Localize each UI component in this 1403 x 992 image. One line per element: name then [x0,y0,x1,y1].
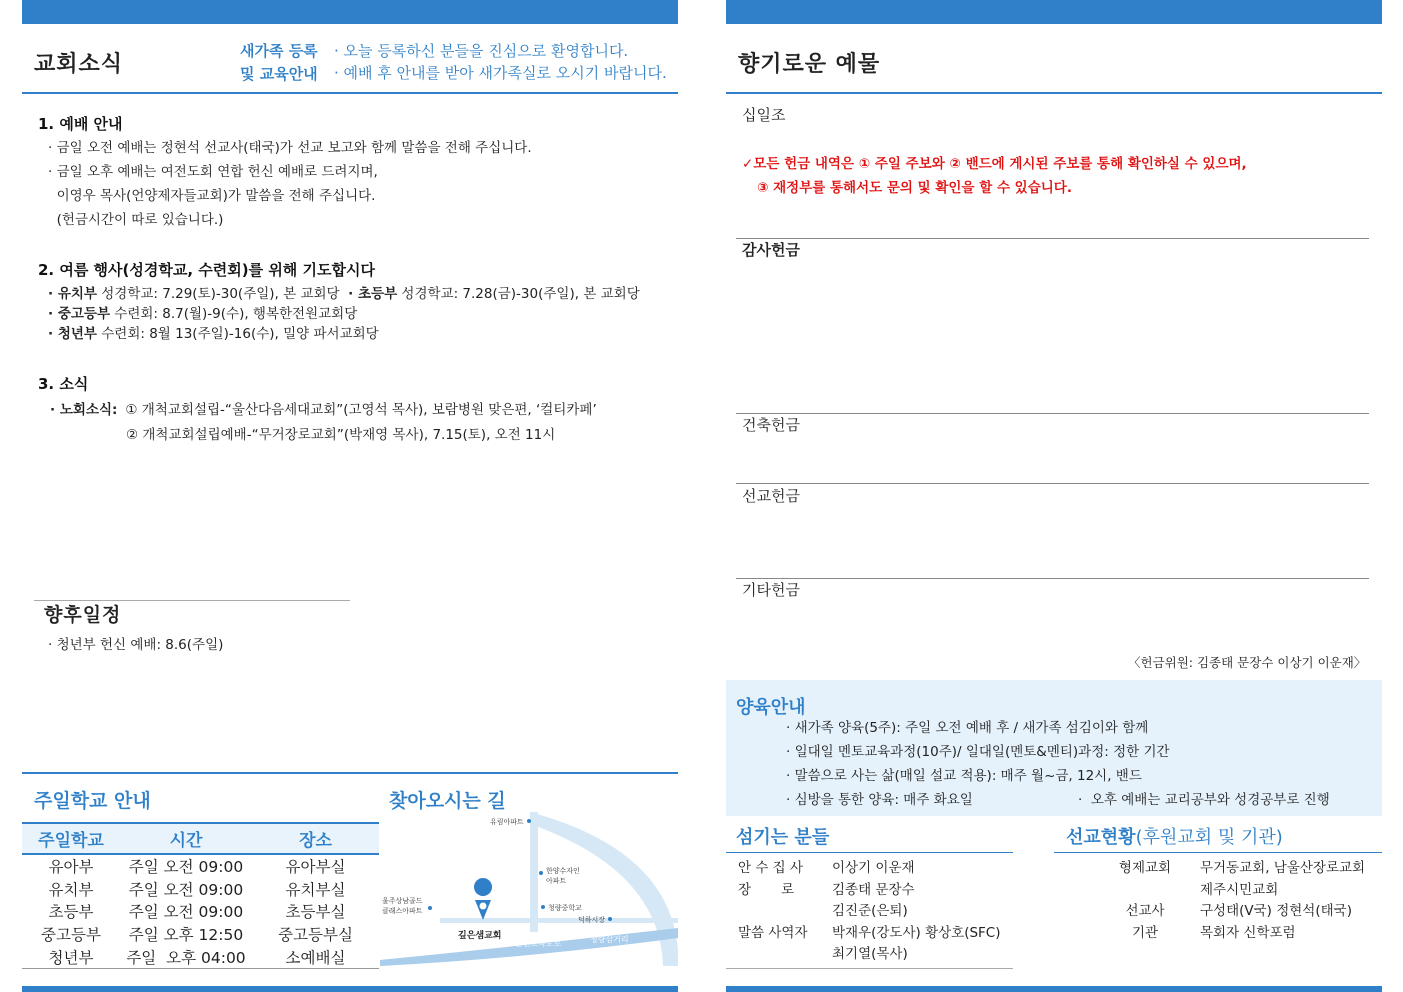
summer-line [48,304,640,324]
map-label-church: 깊은샘교회 [458,931,502,941]
table-row [22,945,379,968]
right-top-bar [726,0,1382,24]
offering-notice-1: ✓모든 헌금 내역은 ① 주일 주보와 ② 밴드에 게시된 주보를 통해 확인하실 수 있으며, [742,156,1247,172]
server-names: 최기열(목사) [832,946,908,962]
dept-label: · 초등부 [348,286,398,302]
other-offering-label: 기타헌금 [742,581,800,599]
dept-detail: 성경학교: 7.29(토)-30(주일), 본 교회당 [96,286,349,302]
nurture-title: 양육안내 [736,697,806,718]
upcoming-title: 향후일정 [44,604,122,626]
summer-line [48,324,640,344]
map-label-school: 청량중학교 [548,904,582,912]
server-row [738,880,1001,902]
missions-rule [1054,852,1382,853]
offering-notice-2: ③ 재정부를 통해서도 문의 및 확인을 할 수 있습니다. [757,180,1072,196]
servers-rule [726,852,1013,853]
servers-list [738,858,1001,966]
worship-line: · 금일 오전 예배는 정현석 선교사(태국)가 선교 보고와 함께 말씀을 전해 주십니다. [48,140,532,156]
section-summer-body [48,284,640,344]
server-row [738,944,1001,966]
mission-row [1090,901,1365,923]
mission-row [1090,858,1365,880]
section-news-heading: 3. 소식 [38,375,89,393]
newcomer-label-2: 및 교육안내 [240,65,318,83]
upcoming-line: · 청년부 헌신 예배: 8.6(주일) [48,637,224,653]
cell: 중고등부실 [278,926,353,945]
missions-title-sub: (후원교회 및 기관) [1135,827,1283,848]
server-row [738,901,1001,923]
missions-title-main: 선교현황 [1066,827,1136,848]
presbytery-news-line-1 [50,398,597,422]
mission-key: 형제교회 [1118,860,1172,876]
worship-line: · 금일 오후 예배는 여전도회 연합 헌신 예배로 드려지며, [48,164,378,180]
dept-detail: 수련회: 8.7(월)-9(수), 행복한전원교회당 [110,306,358,322]
map-label-apt1: 유림아파트 [490,818,524,826]
left-title-rule [22,92,678,94]
worship-line: 이영우 목사(언양제자들교회)가 말씀을 전해 주십니다. [48,188,376,204]
dept-label: · 청년부 [48,326,97,342]
mission-value: 목회자 신학포럼 [1200,924,1296,941]
table-header-row [22,823,379,854]
map-road-vertical [530,812,538,932]
sunday-school-table [22,822,379,969]
left-bottom-rule [22,772,678,774]
col-header-place: 장소 [252,823,379,854]
mission-value: 제주시민교회 [1200,881,1279,898]
col-header-dept: 주일학교 [22,823,120,854]
offering-committee: 〈헌금위원: 김종태 문장수 이상기 이운재〉 [1128,655,1367,670]
server-role: 말씀 사역자 [738,924,808,941]
servers-bottom-rule [726,968,1013,969]
cell: 유아부실 [285,858,346,877]
worship-line: (헌금시간이 따로 있습니다.) [48,212,224,228]
servers-title: 섬기는 분들 [736,827,830,848]
presbytery-label: · 노회소식: [50,402,118,418]
cell: 초등부 [48,903,94,922]
server-role: 안 수 집 사 [738,860,804,876]
nurture-item: · 말씀으로 사는 삶(매일 설교 적용): 매주 월~금, 12시, 밴드 [786,768,1142,784]
newcomer-line-1: · 오늘 등록하신 분들을 진심으로 환영합니다. [334,42,629,60]
server-row [738,858,1001,880]
cell: 유치부 [48,880,94,899]
mission-row [1090,923,1365,945]
sunday-school-title: 주일학교 안내 [34,790,151,812]
server-names: 이상기 이운재 [832,860,915,876]
tithe-label: 십일조 [742,106,786,124]
directions-title: 찾아오시는 길 [389,790,506,812]
left-top-bar [22,0,678,24]
mission-offering-label: 선교헌금 [742,487,800,505]
table-row [22,878,379,901]
rule-mission [736,483,1369,484]
dept-detail: 성경학교: 7.28(금)-30(주일), 본 교회당 [397,286,640,302]
building-offering-label: 건축헌금 [742,416,800,434]
missions-list [1090,858,1365,944]
server-names: 김진준(은퇴) [832,903,908,919]
cell: 주일 오전 09:00 [128,903,244,922]
nurture-item: · 새가족 양육(5주): 주일 오전 예배 후 / 새가족 섬김이와 함께 [786,720,1149,736]
cell: 초등부실 [285,903,346,922]
newcomer-label-1: 새가족 등록 [240,42,318,60]
col-header-time: 시간 [120,823,252,854]
mission-value: 무거동교회, 남울산장로교회 [1200,860,1366,876]
page-title-news: 교회소식 [34,52,124,77]
presbytery-item: ① 개척교회설립-“울산다음세대교회”(고영석 목사), 보람병원 맞은편, ‘컬티카페’ [125,402,597,418]
table-row [22,923,379,946]
table-row [22,900,379,923]
cell: 청년부 [48,948,94,967]
section-worship-body [48,136,532,232]
cell: 주일 오후 12:50 [128,926,244,945]
rule-other [736,578,1369,579]
cell: 주일 오전 09:00 [128,880,244,899]
map-label-road1: 울산고속도로 [515,939,562,948]
map-label-apt3: 울주상남골드 [382,897,423,905]
rule-building [736,413,1369,414]
summer-line [48,284,640,304]
newcomer-line-2: · 예배 후 안내를 받아 새가족실로 오시기 바랍니다. [334,64,667,82]
dept-label: · 중고등부 [48,306,110,322]
cell: 유치부실 [285,880,346,899]
svg-text:아파트: 아파트 [546,877,567,885]
presbytery-news-line-2: ② 개척교회설립예배-“무거장로교회”(박재영 목사), 7.15(토), 오전 11시 [126,427,556,443]
rule-thanks [736,238,1369,239]
nurture-extra: · 오후 예배는 교리공부와 성경공부로 진행 [1078,792,1330,808]
cell: 유아부 [48,858,94,877]
section-summer-heading: 2. 여름 행사(성경학교, 수련회)를 위해 기도합시다 [38,261,375,279]
thanks-offering-label: 감사헌금 [742,241,800,259]
cell: 중고등부 [41,926,101,945]
missions-title [1066,823,1283,849]
table-row [22,854,379,878]
map-label-office: 덕하시장 [578,916,606,924]
svg-text:클래스아파트: 클래스아파트 [382,907,423,915]
mission-key: 기관 [1131,924,1159,941]
cell: 소예배실 [285,948,346,967]
dept-label: · 유치부 [48,286,97,302]
nurture-item: · 심방을 통한 양육: 매주 화요일 [786,792,973,808]
dept-detail: 수련회: 8월 13(주일)-16(수), 밀양 파서교회당 [96,326,379,342]
map-label-road2: 청량삼거리 [590,935,629,944]
mission-row [1090,880,1365,902]
page-title-offering: 향기로운 예물 [738,52,881,77]
directions-map [380,810,678,966]
server-names: 박재우(강도사) 황상호(SFC) [832,924,1001,941]
mission-key: 선교사 [1125,903,1165,919]
section-worship-heading: 1. 예배 안내 [38,115,123,133]
map-label-apt2: 한양수자인 [546,867,580,875]
cell: 주일 오전 09:00 [128,858,244,877]
map-side-road [440,918,678,923]
left-bottom-bar [22,986,678,992]
right-bottom-bar [726,986,1382,992]
mission-value: 구성태(V국) 정현석(태국) [1200,903,1352,919]
cell: 주일 오후 04:00 [126,948,246,967]
server-names: 김종태 문장수 [832,881,915,898]
server-row [738,923,1001,945]
server-role: 장 로 [738,881,795,898]
nurture-item: · 일대일 멘토교육과정(10주)/ 일대일(멘토&멘티)과정: 정한 기간 [786,744,1170,760]
right-title-rule [726,92,1382,94]
